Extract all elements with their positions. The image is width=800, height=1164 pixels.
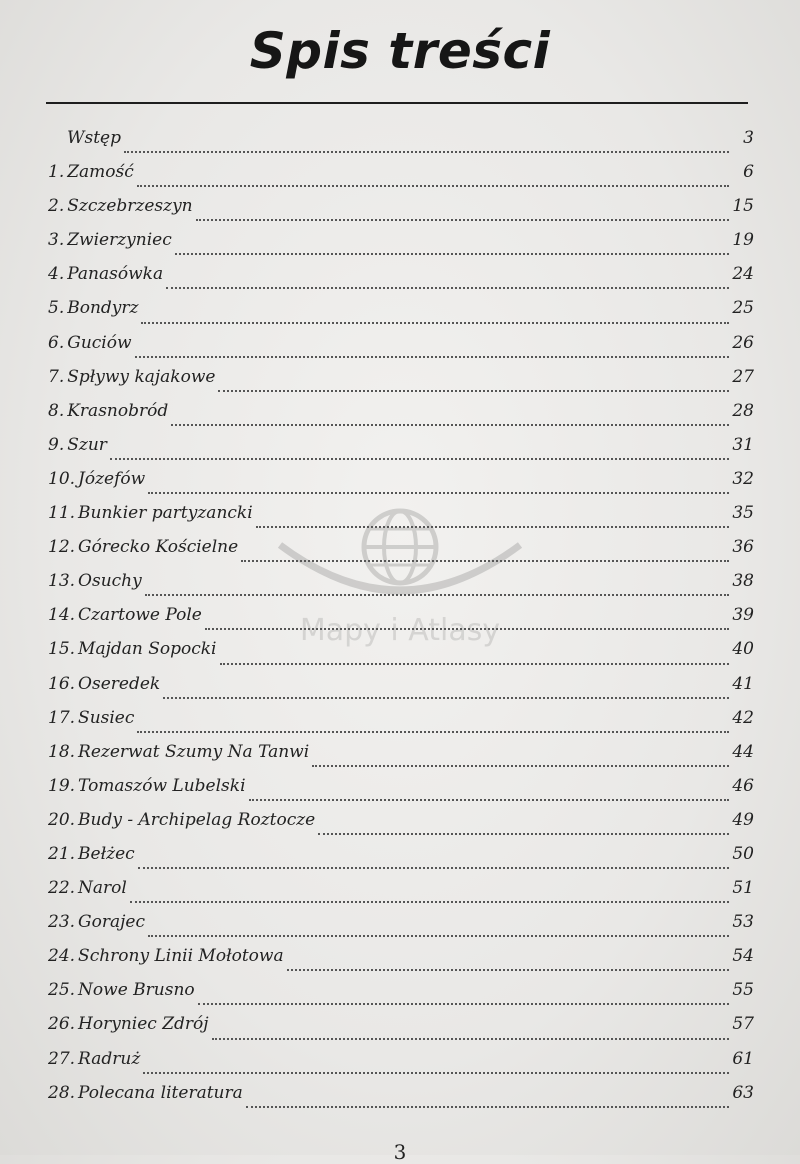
toc-entry-label: [48, 810, 315, 830]
toc-entry-number: 16.: [48, 673, 76, 694]
toc-entry-title: Józefów: [78, 468, 146, 489]
toc-entry-page: 49: [732, 809, 754, 830]
dot-leader: [143, 1071, 729, 1074]
toc-entry-number: 26.: [48, 1014, 76, 1035]
toc-entry[interactable]: [48, 333, 754, 367]
dot-leader: [145, 593, 729, 596]
toc-entry-number: 22.: [48, 878, 76, 899]
toc-entry-number: 8.: [48, 400, 65, 421]
toc-entry-number: 4.: [48, 264, 65, 285]
page-title: Spis treści: [249, 22, 551, 80]
toc-entry[interactable]: [48, 912, 754, 946]
toc-entry[interactable]: [48, 980, 754, 1014]
dot-leader: [249, 798, 729, 801]
dot-leader: [166, 286, 729, 289]
toc-entry-title: Górecko Kościelne: [78, 537, 239, 558]
toc-entry-page: 44: [732, 741, 754, 762]
toc-entry-page: 57: [732, 1014, 754, 1035]
toc-entry-title: Czartowe Pole: [78, 605, 202, 626]
toc-entry-title: Zwierzyniec: [67, 230, 172, 251]
dot-leader: [137, 184, 729, 187]
toc-entry-page: 19: [732, 230, 754, 251]
toc-entry-number: 25.: [48, 980, 76, 1001]
toc-entry-number: 14.: [48, 605, 76, 626]
toc-entry-title: Polecana literatura: [78, 1082, 243, 1103]
toc-entry-page: 40: [732, 639, 754, 660]
toc-entry-page: 25: [732, 298, 754, 319]
dot-leader: [141, 321, 729, 324]
toc-entry-page: 61: [732, 1048, 754, 1069]
toc-entry-label: [48, 1014, 209, 1034]
watermark-text: Mapy i Atlasy: [299, 613, 501, 648]
toc-entry[interactable]: [48, 196, 754, 230]
dot-leader: [175, 252, 729, 255]
dot-leader: [212, 1037, 729, 1040]
dot-leader: [246, 1105, 729, 1108]
toc-entry-number: 12.: [48, 537, 76, 558]
toc-entry-label: [48, 742, 309, 762]
toc-entry-label: [48, 537, 238, 557]
toc-entry[interactable]: [48, 503, 754, 537]
dot-leader: [135, 355, 729, 358]
toc-entry-title: Horyniec Zdrój: [78, 1014, 209, 1035]
toc-entry-label: [48, 298, 138, 318]
toc-entry-title: Bełżec: [78, 843, 135, 864]
toc-entry-label: [48, 230, 172, 250]
toc-entry[interactable]: [48, 298, 754, 332]
toc-entry-number: 1.: [48, 162, 65, 183]
dot-leader: [163, 696, 729, 699]
toc-entry-number: 17.: [48, 707, 76, 728]
toc-entry-page: 51: [732, 878, 754, 899]
toc-entry-title: Spływy kajakowe: [67, 366, 216, 387]
toc-entry-title: Tomaszów Lubelski: [78, 775, 246, 796]
toc-entry-title: Krasnobród: [67, 400, 169, 421]
toc-entry-label: [48, 776, 246, 796]
toc-entry-page: 54: [732, 946, 754, 967]
toc-entry-label: [48, 571, 142, 591]
toc-entry[interactable]: [48, 230, 754, 264]
toc-entry[interactable]: [48, 435, 754, 469]
dot-leader: [205, 627, 729, 630]
toc-entry-number: 19.: [48, 775, 76, 796]
dot-leader: [148, 934, 729, 937]
toc-entry-number: 21.: [48, 843, 76, 864]
toc-entry-label: [48, 128, 121, 148]
toc-entry[interactable]: [48, 571, 754, 605]
toc-entry-page: 53: [732, 912, 754, 933]
toc-entry-label: [48, 264, 163, 284]
toc-entry[interactable]: [48, 1014, 754, 1048]
toc-entry-title: Bondyrz: [67, 298, 139, 319]
toc-entry-number: 28.: [48, 1082, 76, 1103]
toc-entry-page: 28: [732, 400, 754, 421]
toc-entry[interactable]: [48, 401, 754, 435]
toc-entry-label: [48, 639, 217, 659]
table-of-contents: [48, 128, 754, 1117]
toc-entry-label: [48, 401, 168, 421]
toc-entry-title: Szur: [67, 434, 107, 455]
toc-entry[interactable]: [48, 1049, 754, 1083]
toc-entry-page: 27: [732, 366, 754, 387]
toc-entry[interactable]: [48, 639, 754, 673]
toc-entry[interactable]: [48, 878, 754, 912]
toc-entry-label: [48, 435, 107, 455]
toc-entry-label: [48, 980, 195, 1000]
toc-entry-number: 18.: [48, 741, 76, 762]
toc-entry-label: [48, 912, 145, 932]
toc-entry-label: [48, 162, 134, 182]
dot-leader: [256, 525, 729, 528]
toc-entry-title: Radruż: [78, 1048, 141, 1069]
toc-entry-label: [48, 1049, 140, 1069]
toc-entry-number: 6.: [48, 332, 65, 353]
dot-leader: [138, 866, 729, 869]
toc-entry-page: 3: [743, 128, 754, 148]
toc-entry-page: 24: [732, 264, 754, 285]
toc-entry[interactable]: [48, 537, 754, 571]
toc-entry-number: 2.: [48, 196, 65, 217]
dot-leader: [110, 457, 729, 460]
dot-leader: [130, 900, 729, 903]
toc-entry-number: 15.: [48, 639, 76, 660]
toc-entry-number: 20.: [48, 809, 76, 830]
toc-entry-label: [48, 367, 215, 387]
toc-entry-number: 24.: [48, 946, 76, 967]
toc-entry-page: 42: [732, 707, 754, 728]
toc-entry[interactable]: [48, 128, 754, 162]
toc-entry-label: [48, 333, 132, 353]
toc-entry-title: Guciów: [67, 332, 132, 353]
toc-entry-label: [48, 674, 160, 694]
dot-leader: [148, 491, 729, 494]
toc-entry-page: 55: [732, 980, 754, 1001]
toc-entry[interactable]: [48, 708, 754, 742]
toc-entry[interactable]: [48, 1083, 754, 1117]
toc-entry-title: Nowe Brusno: [78, 980, 195, 1001]
dot-leader: [124, 150, 729, 153]
toc-entry-number: 27.: [48, 1048, 76, 1069]
toc-entry[interactable]: [48, 469, 754, 503]
toc-entry-page: 36: [732, 537, 754, 558]
toc-entry-page: 46: [732, 775, 754, 796]
dot-leader: [198, 1002, 729, 1005]
toc-entry-title: Szczebrzeszyn: [67, 196, 193, 217]
toc-entry-label: [48, 503, 253, 523]
toc-entry[interactable]: [48, 367, 754, 401]
toc-entry-title: Panasówka: [67, 264, 164, 285]
toc-entry-page: 6: [743, 162, 754, 183]
toc-entry[interactable]: [48, 674, 754, 708]
toc-entry-title: Susiec: [78, 707, 135, 728]
toc-entry-number: 13.: [48, 571, 76, 592]
toc-entry-page: 41: [732, 673, 754, 694]
toc-entry-page: 50: [732, 843, 754, 864]
toc-entry[interactable]: [48, 605, 754, 639]
dot-leader: [318, 832, 729, 835]
toc-entry-page: 26: [732, 332, 754, 353]
toc-entry-title: Schrony Linii Mołotowa: [78, 946, 284, 967]
toc-entry-number: 11.: [48, 503, 76, 524]
toc-entry-label: [48, 605, 202, 625]
dot-leader: [218, 389, 729, 392]
toc-entry-title: Osuchy: [78, 571, 142, 592]
toc-entry-title: Budy - Archipelag Roztocze: [78, 809, 316, 830]
toc-entry-label: [48, 708, 134, 728]
toc-entry[interactable]: [48, 776, 754, 810]
toc-entry-number: 5.: [48, 298, 65, 319]
dot-leader: [137, 730, 729, 733]
page-number: 3: [393, 1140, 407, 1164]
dot-leader: [220, 662, 730, 665]
toc-entry-label: [48, 878, 127, 898]
dot-leader: [196, 218, 729, 221]
toc-entry-title: Bunkier partyzancki: [78, 503, 253, 524]
toc-entry[interactable]: [48, 162, 754, 196]
toc-entry-page: 31: [732, 434, 754, 455]
toc-entry-number: 23.: [48, 912, 76, 933]
toc-entry-title: Narol: [78, 878, 127, 899]
toc-entry[interactable]: [48, 742, 754, 776]
toc-entry-number: 7.: [48, 366, 65, 387]
toc-entry-number: 10.: [48, 468, 76, 489]
toc-entry-page: 32: [732, 468, 754, 489]
toc-entry-label: [48, 196, 193, 216]
toc-entry-page: 39: [732, 605, 754, 626]
toc-entry-label: [48, 844, 135, 864]
toc-entry-page: 35: [732, 503, 754, 524]
toc-entry-number: 9.: [48, 434, 65, 455]
toc-entry-page: 15: [732, 196, 754, 217]
dot-leader: [241, 559, 729, 562]
toc-entry-label: [48, 469, 145, 489]
toc-entry-title: Zamość: [67, 162, 134, 183]
toc-entry[interactable]: [48, 946, 754, 980]
toc-entry-label: [48, 1083, 243, 1103]
toc-entry-label: [48, 946, 284, 966]
toc-entry-number: 3.: [48, 230, 65, 251]
toc-entry-title: Oseredek: [78, 673, 161, 694]
toc-entry-page: 63: [732, 1082, 754, 1103]
toc-entry-page: 38: [732, 571, 754, 592]
toc-entry-title: Majdan Sopocki: [78, 639, 217, 660]
toc-entry[interactable]: [48, 844, 754, 878]
title-divider: [46, 102, 748, 104]
toc-entry-title: Gorajec: [78, 912, 145, 933]
toc-entry[interactable]: [48, 810, 754, 844]
toc-entry-title: Rezerwat Szumy Na Tanwi: [78, 741, 310, 762]
toc-entry-title: Wstęp: [67, 128, 121, 148]
dot-leader: [171, 423, 729, 426]
dot-leader: [287, 968, 729, 971]
dot-leader: [312, 764, 729, 767]
toc-entry[interactable]: [48, 264, 754, 298]
